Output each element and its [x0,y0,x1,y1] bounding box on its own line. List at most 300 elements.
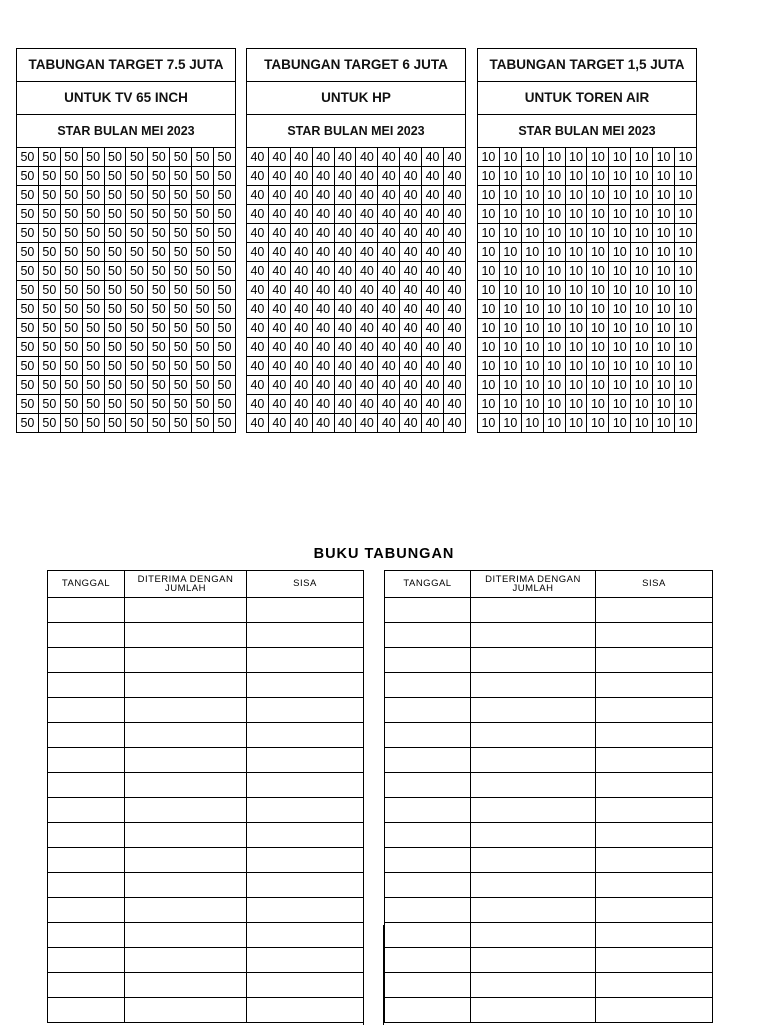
ledger-cell[interactable] [596,898,713,923]
ledger-cell[interactable] [48,848,125,873]
grid-cell: 50 [17,357,39,376]
grid-cell: 40 [356,148,378,167]
grid-cell: 10 [478,395,500,414]
ledger-row [48,948,364,973]
ledger-cell[interactable] [471,873,596,898]
grid-cell: 40 [247,357,269,376]
ledger-cell[interactable] [596,623,713,648]
grid-cell: 40 [422,300,444,319]
grid-row [247,319,466,338]
grid-cell: 10 [609,262,631,281]
ledger-cell[interactable] [48,873,125,898]
grid-cell: 50 [60,205,82,224]
ledger-cell[interactable] [247,773,364,798]
col-tanggal: TANGGAL [48,571,125,598]
ledger-cell[interactable] [385,823,471,848]
ledger-row [48,998,364,1023]
ledger-cell[interactable] [247,723,364,748]
ledger-cell[interactable] [471,623,596,648]
ledger-cell[interactable] [125,973,247,998]
book-title: BUKU TABUNGAN [313,546,455,562]
grid-cell: 40 [334,167,356,186]
grid-cell: 40 [400,414,422,433]
grid-cell: 50 [214,243,236,262]
grid-cell: 40 [444,376,466,395]
grid-cell: 10 [543,414,565,433]
ledger-cell[interactable] [596,648,713,673]
grid-cell: 10 [543,262,565,281]
grid-cell: 40 [356,281,378,300]
grid-cell: 10 [521,281,543,300]
grid-cell: 10 [499,281,521,300]
grid-cell: 40 [444,395,466,414]
grid-cell: 10 [565,319,587,338]
grid-row [247,186,466,205]
grid-cell: 50 [17,319,39,338]
ledger-row [48,773,364,798]
grid-cell: 40 [400,338,422,357]
grid-cell: 10 [653,281,675,300]
ledger-cell[interactable] [247,873,364,898]
grid-cell: 50 [38,414,60,433]
grid-cell: 10 [543,338,565,357]
ledger-cell[interactable] [48,598,125,623]
grid-cell: 50 [192,186,214,205]
grid-cell: 50 [170,395,192,414]
grid-cell: 10 [587,338,609,357]
ledger-cell[interactable] [48,973,125,998]
grid-cell: 10 [521,224,543,243]
ledger-cell[interactable] [471,673,596,698]
grid-cell: 40 [312,224,334,243]
grid-row [478,167,697,186]
ledger-cell[interactable] [596,948,713,973]
ledger-cell[interactable] [247,748,364,773]
grid-row [247,338,466,357]
grid-cell: 40 [400,300,422,319]
grid-cell: 10 [499,414,521,433]
grid-cell: 10 [543,357,565,376]
grid-cell: 10 [499,205,521,224]
ledger-cell[interactable] [471,848,596,873]
grid-cell: 40 [247,186,269,205]
grid-cell: 40 [334,148,356,167]
grid-cell: 50 [82,167,104,186]
ledger-cell[interactable] [125,898,247,923]
grid-cell: 50 [148,148,170,167]
grid-cell: 10 [565,167,587,186]
ledger-cell[interactable] [596,773,713,798]
grid-cell: 50 [148,376,170,395]
grid-cell: 40 [422,205,444,224]
grid-cell: 10 [653,338,675,357]
ledger-cell[interactable] [125,673,247,698]
ledger-cell[interactable] [471,723,596,748]
grid-cell: 40 [378,167,400,186]
grid-cell: 50 [192,376,214,395]
ledger-cell[interactable] [596,998,713,1023]
ledger-cell[interactable] [48,623,125,648]
ledger-cell[interactable] [471,823,596,848]
grid-cell: 10 [478,224,500,243]
grid-cell: 50 [170,414,192,433]
grid-cell: 10 [631,300,653,319]
grid-cell: 50 [82,376,104,395]
grid-cell: 50 [192,357,214,376]
ledger-cell[interactable] [471,923,596,948]
grid-cell: 10 [543,167,565,186]
ledger-cell[interactable] [125,773,247,798]
grid-cell: 40 [378,395,400,414]
grid-cell: 10 [609,186,631,205]
grid-cell: 50 [17,262,39,281]
ledger-cell[interactable] [596,698,713,723]
ledger-cell[interactable] [247,673,364,698]
grid-cell: 40 [444,186,466,205]
grid-cell: 10 [631,243,653,262]
grid-cell: 40 [422,224,444,243]
grid-cell: 40 [268,281,290,300]
ledger-cell[interactable] [125,923,247,948]
grid-cell: 40 [334,281,356,300]
ledger-cell[interactable] [125,748,247,773]
ledger-row [385,848,713,873]
ledger-cell[interactable] [471,898,596,923]
grid-cell: 40 [334,357,356,376]
ledger-cell[interactable] [125,873,247,898]
ledger-cell[interactable] [247,623,364,648]
grid-cell: 50 [192,319,214,338]
grid-cell: 50 [126,243,148,262]
grid-cell: 40 [400,281,422,300]
grid-cell: 10 [675,224,697,243]
ledger-cell[interactable] [125,998,247,1023]
grid-cell: 50 [60,376,82,395]
grid-cell: 40 [334,376,356,395]
grid-cell: 40 [268,300,290,319]
ledger-cell[interactable] [471,648,596,673]
grid-cell: 50 [192,262,214,281]
ledger-cell[interactable] [48,823,125,848]
grid-cell: 40 [268,186,290,205]
ledger-cell[interactable] [385,598,471,623]
ledger-cell[interactable] [125,848,247,873]
grid-cell: 10 [675,395,697,414]
grid-cell: 50 [148,414,170,433]
grid-cell: 50 [192,148,214,167]
grid-cell: 50 [104,243,126,262]
ledger-cell[interactable] [48,773,125,798]
ledger-cell[interactable] [385,673,471,698]
ledger-cell[interactable] [247,823,364,848]
grid-cell: 40 [422,167,444,186]
grid-cell: 40 [378,319,400,338]
ledger-cell[interactable] [385,923,471,948]
grid-cell: 50 [82,281,104,300]
grid-cell: 40 [444,338,466,357]
grid-cell: 50 [214,224,236,243]
grid-cell: 10 [478,205,500,224]
ledger-cell[interactable] [247,848,364,873]
grid-cell: 50 [192,300,214,319]
ledger-cell[interactable] [247,998,364,1023]
ledger-cell[interactable] [385,798,471,823]
grid-cell: 10 [543,224,565,243]
grid-cell: 10 [653,300,675,319]
ledger-cell[interactable] [247,698,364,723]
ledger-cell[interactable] [48,673,125,698]
grid-cell: 50 [126,148,148,167]
ledger-cell[interactable] [471,998,596,1023]
ledger-cell[interactable] [471,698,596,723]
ledger-cell[interactable] [247,798,364,823]
ledger-cell[interactable] [247,648,364,673]
ledger-cell[interactable] [385,698,471,723]
grid-row [247,262,466,281]
ledger-cell[interactable] [125,648,247,673]
grid-cell: 10 [653,186,675,205]
grid-cell: 10 [499,262,521,281]
grid-cell: 40 [444,243,466,262]
ledger-cell[interactable] [596,598,713,623]
ledger-row [48,698,364,723]
ledger-cell[interactable] [125,623,247,648]
ledger-cell[interactable] [125,948,247,973]
grid-cell: 10 [499,243,521,262]
grid-cell: 10 [587,148,609,167]
grid-row [478,224,697,243]
ledger-cell[interactable] [385,748,471,773]
ledger-cell[interactable] [125,798,247,823]
target-purpose: UNTUK TOREN AIR [477,81,697,114]
grid-cell: 50 [17,376,39,395]
grid-row [17,186,236,205]
grid-cell: 40 [268,414,290,433]
ledger-cell[interactable] [385,873,471,898]
grid-cell: 40 [290,186,312,205]
ledger-cell[interactable] [385,998,471,1023]
grid-cell: 50 [214,148,236,167]
ledger-cell[interactable] [247,948,364,973]
grid-cell: 10 [675,414,697,433]
savings-grid [477,147,697,433]
ledger-cell[interactable] [247,923,364,948]
grid-cell: 50 [148,243,170,262]
grid-row [17,376,236,395]
ledger-cell[interactable] [385,848,471,873]
ledger-cell[interactable] [247,898,364,923]
grid-cell: 40 [444,281,466,300]
grid-cell: 10 [543,148,565,167]
col-sisa: SISA [247,571,364,598]
grid-cell: 10 [631,167,653,186]
grid-cell: 50 [214,281,236,300]
ledger-cell[interactable] [385,648,471,673]
grid-cell: 10 [675,167,697,186]
grid-row [247,243,466,262]
target-start-month: STAR BULAN MEI 2023 [477,114,697,147]
ledger-cell[interactable] [385,623,471,648]
grid-cell: 50 [82,319,104,338]
ledger-cell[interactable] [471,973,596,998]
ledger-cell[interactable] [247,973,364,998]
grid-cell: 10 [631,414,653,433]
grid-cell: 50 [170,281,192,300]
ledger-cell[interactable] [596,823,713,848]
grid-cell: 40 [268,357,290,376]
ledger-cell[interactable] [48,748,125,773]
grid-cell: 50 [148,319,170,338]
grid-cell: 40 [312,414,334,433]
grid-cell: 40 [334,262,356,281]
ledger-row [385,698,713,723]
ledger-cell[interactable] [48,648,125,673]
ledger-cell[interactable] [385,723,471,748]
grid-cell: 50 [38,319,60,338]
ledger-cell[interactable] [385,973,471,998]
grid-cell: 40 [378,224,400,243]
grid-cell: 50 [60,319,82,338]
grid-cell: 40 [378,205,400,224]
ledger-cell[interactable] [596,673,713,698]
grid-row [247,376,466,395]
grid-cell: 10 [478,262,500,281]
grid-cell: 50 [214,376,236,395]
ledger-cell[interactable] [385,773,471,798]
ledger-row [48,598,364,623]
grid-cell: 50 [17,148,39,167]
grid-cell: 50 [104,319,126,338]
grid-row [478,148,697,167]
ledger-cell[interactable] [471,598,596,623]
grid-cell: 10 [609,338,631,357]
ledger-cell[interactable] [596,748,713,773]
grid-cell: 40 [247,224,269,243]
grid-cell: 50 [82,300,104,319]
grid-cell: 40 [378,148,400,167]
ledger-cell[interactable] [596,723,713,748]
grid-cell: 40 [312,205,334,224]
ledger-cell[interactable] [471,773,596,798]
grid-cell: 50 [214,167,236,186]
grid-cell: 40 [378,357,400,376]
ledger-cell[interactable] [125,723,247,748]
grid-cell: 40 [312,281,334,300]
grid-cell: 50 [38,300,60,319]
grid-cell: 40 [444,300,466,319]
grid-row [17,357,236,376]
ledger-row [48,673,364,698]
grid-cell: 40 [378,262,400,281]
grid-cell: 50 [148,167,170,186]
grid-row [17,224,236,243]
grid-cell: 10 [478,414,500,433]
ledger-cell[interactable] [471,798,596,823]
grid-cell: 10 [565,300,587,319]
ledger-cell[interactable] [471,748,596,773]
ledger-cell[interactable] [48,723,125,748]
grid-row [478,319,697,338]
grid-cell: 10 [499,167,521,186]
grid-cell: 50 [214,357,236,376]
grid-cell: 40 [400,186,422,205]
grid-cell: 40 [312,376,334,395]
ledger-cell[interactable] [48,698,125,723]
ledger-cell[interactable] [596,848,713,873]
grid-cell: 40 [334,395,356,414]
grid-cell: 40 [444,148,466,167]
grid-cell: 50 [104,186,126,205]
grid-cell: 10 [631,205,653,224]
ledger-cell[interactable] [48,948,125,973]
ledger-cell[interactable] [385,898,471,923]
grid-cell: 50 [214,205,236,224]
grid-cell: 40 [356,262,378,281]
grid-cell: 50 [82,414,104,433]
ledger-cell[interactable] [48,798,125,823]
ledger-cell[interactable] [48,898,125,923]
ledger-cell[interactable] [596,923,713,948]
grid-cell: 40 [400,148,422,167]
savings-grid [246,147,466,433]
target-card-hp [246,48,466,433]
grid-cell: 40 [247,395,269,414]
ledger-cell[interactable] [596,873,713,898]
grid-cell: 10 [609,205,631,224]
grid-cell: 50 [148,186,170,205]
grid-cell: 50 [192,395,214,414]
grid-cell: 50 [214,186,236,205]
ledger-cell[interactable] [125,598,247,623]
grid-cell: 50 [38,262,60,281]
grid-cell: 40 [400,376,422,395]
grid-cell: 40 [268,338,290,357]
grid-cell: 50 [104,148,126,167]
grid-cell: 50 [17,300,39,319]
grid-cell: 50 [126,262,148,281]
grid-cell: 10 [478,319,500,338]
ledger-cell[interactable] [596,973,713,998]
grid-cell: 10 [631,224,653,243]
ledger-cell[interactable] [596,798,713,823]
grid-cell: 10 [565,148,587,167]
ledger-cell[interactable] [48,923,125,948]
grid-cell: 40 [312,148,334,167]
ledger-cell[interactable] [48,998,125,1023]
ledger-cell[interactable] [125,698,247,723]
ledger-cell[interactable] [125,823,247,848]
col-diterima: DITERIMA DENGAN JUMLAH [471,571,596,598]
grid-cell: 40 [422,186,444,205]
grid-cell: 50 [104,205,126,224]
grid-row [17,300,236,319]
grid-cell: 40 [422,357,444,376]
grid-cell: 10 [675,376,697,395]
grid-cell: 50 [126,300,148,319]
grid-cell: 40 [247,338,269,357]
grid-row [247,167,466,186]
ledger-cell[interactable] [385,948,471,973]
grid-cell: 50 [104,262,126,281]
grid-cell: 50 [82,357,104,376]
grid-cell: 50 [60,186,82,205]
grid-cell: 10 [499,376,521,395]
grid-cell: 10 [587,167,609,186]
grid-row [17,414,236,433]
ledger-cell[interactable] [247,598,364,623]
ledger-cell[interactable] [471,948,596,973]
grid-cell: 40 [268,395,290,414]
